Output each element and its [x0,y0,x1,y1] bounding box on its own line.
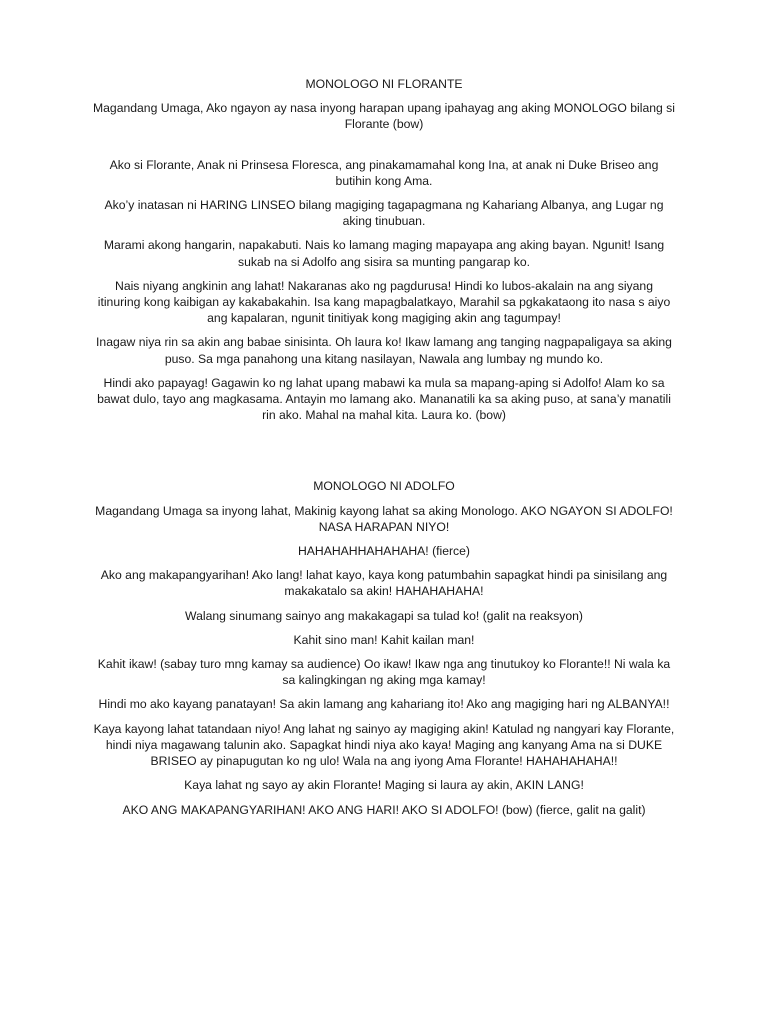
florante-paragraph: Ako’y inatasan ni HARING LINSEO bilang magiging tagapagmana ng Kahariang Albanya, ang Lugar ng aking tinubuan. [104,198,664,229]
adolfo-paragraph: Kaya kayong lahat tatandaan niyo! Ang lahat ng sainyo ay magiging akin! Katulad ng nangyari kay Florante, hindi niya magawang talunin ako. Sapagkat hindi niya ako kaya! Maging ang kanyang Ama na si DUKE BRISEO ay pinapugutan ko ng ulo! Wala na ang iyong Ama Florante! HAHAHAHAHA!! [93,721,675,769]
adolfo-paragraph: Ako ang makapangyarihan! Ako lang! lahat kayo, kaya kong patumbahin sapagkat hindi pa sinisilang ang makakatalo sa akin! HAHAHAHAHA! [100,568,668,599]
adolfo-paragraph: Kaya lahat ng sayo ay akin Florante! Maging si laura ay akin, AKIN LANG! [184,778,584,793]
adolfo-paragraph: Magandang Umaga sa inyong lahat, Makinig kayong lahat sa aking Monologo. AKO NGAYON SI ADOLFO! NASA HARAPAN NIYO! [95,503,673,534]
florante-paragraph: Nais niyang angkinin ang lahat! Nakaranas ako ng pagdurusa! Hindi ko lubos-akalain na ang siyang itinuring kong kaibigan ay kakabakahin. Isa kang mapagbalatkayo, Marahil sa pgkakataong ito nasa s aiyo ang kapalaran, ngunit tinitiyak kong magiging akin ang tagumpay! [97,278,671,326]
florante-title: MONOLOGO NI FLORANTE [305,77,463,91]
florante-paragraph: Marami akong hangarin, napakabuti. Nais ko lamang maging mapayapa ang aking bayan. Ngunit! Isang sukab na si Adolfo ang sisira sa munting pangarap ko. [103,238,665,269]
adolfo-paragraph: Walang sinumang sainyo ang makakagapi sa tulad ko! (galit na reaksyon) [185,608,583,623]
florante-paragraph: Inagaw niya rin sa akin ang babae sinisinta. Oh laura ko! Ikaw lamang ang tanging nagpapaligaya sa aking puso. Sa mga panahong una kitang nasilayan, Nawala ang lumbay ng mundo ko. [96,335,672,366]
adolfo-title: MONOLOGO NI ADOLFO [313,479,455,494]
florante-paragraph: Magandang Umaga, Ako ngayon ay nasa inyong harapan upang ipahayag ang aking MONOLOGO bilang si Florante (bow) [92,101,675,132]
adolfo-paragraph: Kahit ikaw! (sabay turo mng kamay sa audience) Oo ikaw! Ikaw nga ang tinutukoy ko Florante!! Ni wala ka sa kalingkingan ng aking mga kamay! [97,657,671,688]
spacer [92,431,676,478]
florante-paragraph: Ako si Florante, Anak ni Prinsesa Floresca, ang pinakamamahal kong Ina, at anak ni Duke Briseo ang butihin kong Ama. [109,157,659,188]
florante-paragraph: Hindi ako papayag! Gagawin ko ng lahat upang mabawi ka mula sa mapang-aping si Adolfo! Alam ko sa bawat dulo, tayo ang magkasama. Antayin mo lamang ako. Mananatili ka sa aking puso, at sana’y manatili rin ako. Mahal na mahal kita. Laura ko. (bow) [97,375,671,423]
document-body [92,76,676,826]
adolfo-paragraph: Hindi mo ako kayang panatayan! Sa akin lamang ang kahariang ito! Ako ang magiging hari ng ALBANYA!! [98,697,670,712]
spacer [92,141,676,157]
adolfo-paragraph: AKO ANG MAKAPANGYARIHAN! AKO ANG HARI! AKO SI ADOLFO! (bow) (fierce, galit na galit) [122,802,646,817]
adolfo-paragraph: Kahit sino man! Kahit kailan man! [293,632,475,647]
adolfo-paragraph: HAHAHAHHAHAHAHA! (fierce) [297,544,470,559]
